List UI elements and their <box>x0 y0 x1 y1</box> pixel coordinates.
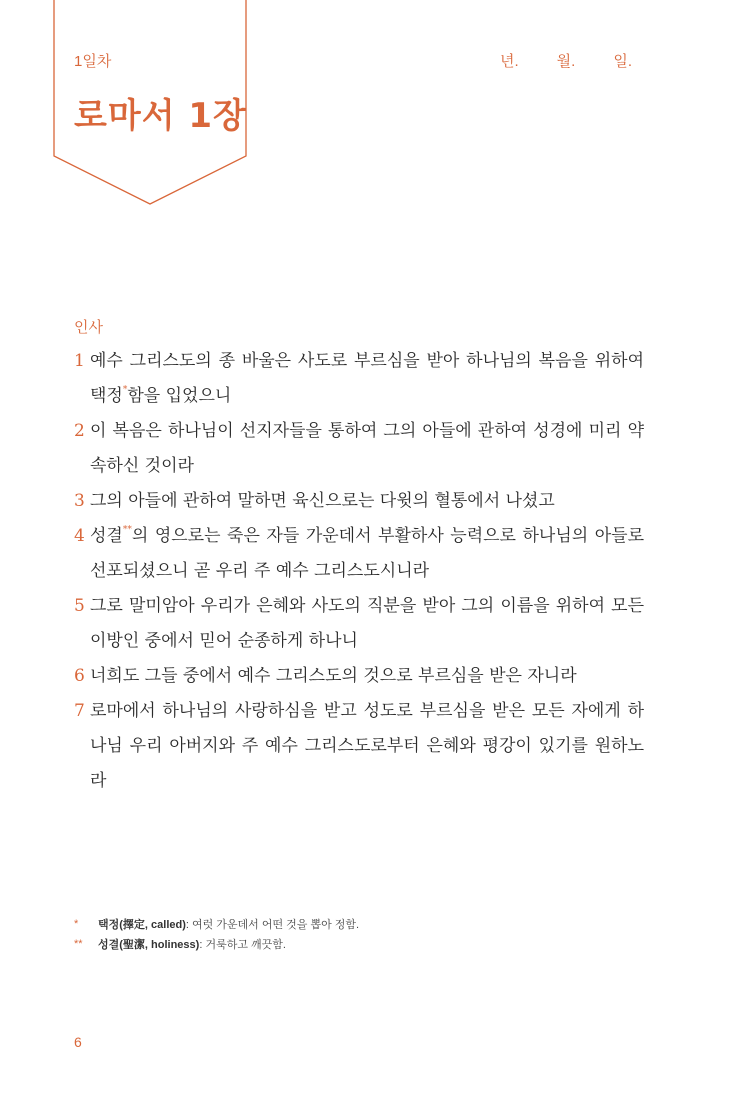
footnotes <box>74 914 359 954</box>
footnote-mark: ** <box>74 938 83 950</box>
verse-number: 7 <box>74 701 85 721</box>
verse-3 <box>74 484 644 519</box>
verse-2 <box>74 414 644 484</box>
verse-4 <box>74 519 644 589</box>
verse-number: 1 <box>74 351 85 371</box>
verse-6 <box>74 659 644 694</box>
day-label: 1일차 <box>74 53 112 70</box>
verse-text-part: 성결 <box>90 526 123 546</box>
verse-7 <box>74 694 644 799</box>
verse-number: 6 <box>74 666 85 686</box>
verse-text <box>90 344 644 414</box>
verse-list <box>74 344 644 799</box>
verse-text: 너희도 그들 중에서 예수 그리스도의 것으로 부르심을 받은 자니라 <box>90 666 577 686</box>
footnote-marker: * <box>122 385 128 395</box>
date-year: 년. <box>499 53 519 70</box>
verse-text: 로마에서 하나님의 사랑하심을 받고 성도로 부르심을 받은 모든 자에게 하나님 우리 아버지와 주 예수 그리스도로부터 은혜와 평강이 있기를 원하노라 <box>90 701 644 791</box>
date-month: 월. <box>556 53 576 70</box>
verse-number: 5 <box>74 596 85 616</box>
verse-5 <box>74 589 644 659</box>
date-fields <box>500 50 632 71</box>
footnote-term: 성결(聖潔, holiness) <box>98 939 200 951</box>
footnote-1 <box>74 914 359 934</box>
verse-1 <box>74 344 644 414</box>
verse-text: 그로 말미암아 우리가 은혜와 사도의 직분을 받아 그의 이름을 위하여 모든 이방인 중에서 믿어 순종하게 하나니 <box>90 596 644 651</box>
section-heading: 인사 <box>74 319 103 336</box>
date-day: 일. <box>613 53 632 70</box>
verse-number: 4 <box>74 526 85 546</box>
footnote-mark: * <box>74 918 79 930</box>
verse-number: 2 <box>74 421 85 441</box>
footnote-definition: : 거룩하고 깨끗함. <box>199 939 286 951</box>
chapter-title: 로마서 1장 <box>74 96 247 136</box>
footnote-term: 택정(擇定, called) <box>98 919 186 931</box>
verse-text: 그의 아들에 관하여 말하면 육신으로는 다윗의 혈통에서 나셨고 <box>90 491 555 511</box>
verse-text-part: 함을 입었으니 <box>127 386 232 406</box>
verse-text <box>90 519 644 589</box>
verse-text-part: 의 영으로는 죽은 자들 가운데서 부활하사 능력으로 하나님의 아들로 선포되셨으니 곧 우리 주 예수 그리스도시니라 <box>90 526 644 581</box>
footnote-marker: ** <box>122 525 132 535</box>
page-number: 6 <box>74 1034 82 1050</box>
footnote-2 <box>74 934 359 954</box>
verse-number: 3 <box>74 491 85 511</box>
footnote-definition: : 여럿 가운데서 어떤 것을 뽑아 정함. <box>185 919 360 931</box>
verse-text-part: 예수 그리스도의 종 바울은 사도로 부르심을 받아 하나님의 복음을 위하여 택정 <box>90 351 644 406</box>
verse-text: 이 복음은 하나님이 선지자들을 통하여 그의 아들에 관하여 성경에 미리 약속하신 것이라 <box>90 421 644 476</box>
